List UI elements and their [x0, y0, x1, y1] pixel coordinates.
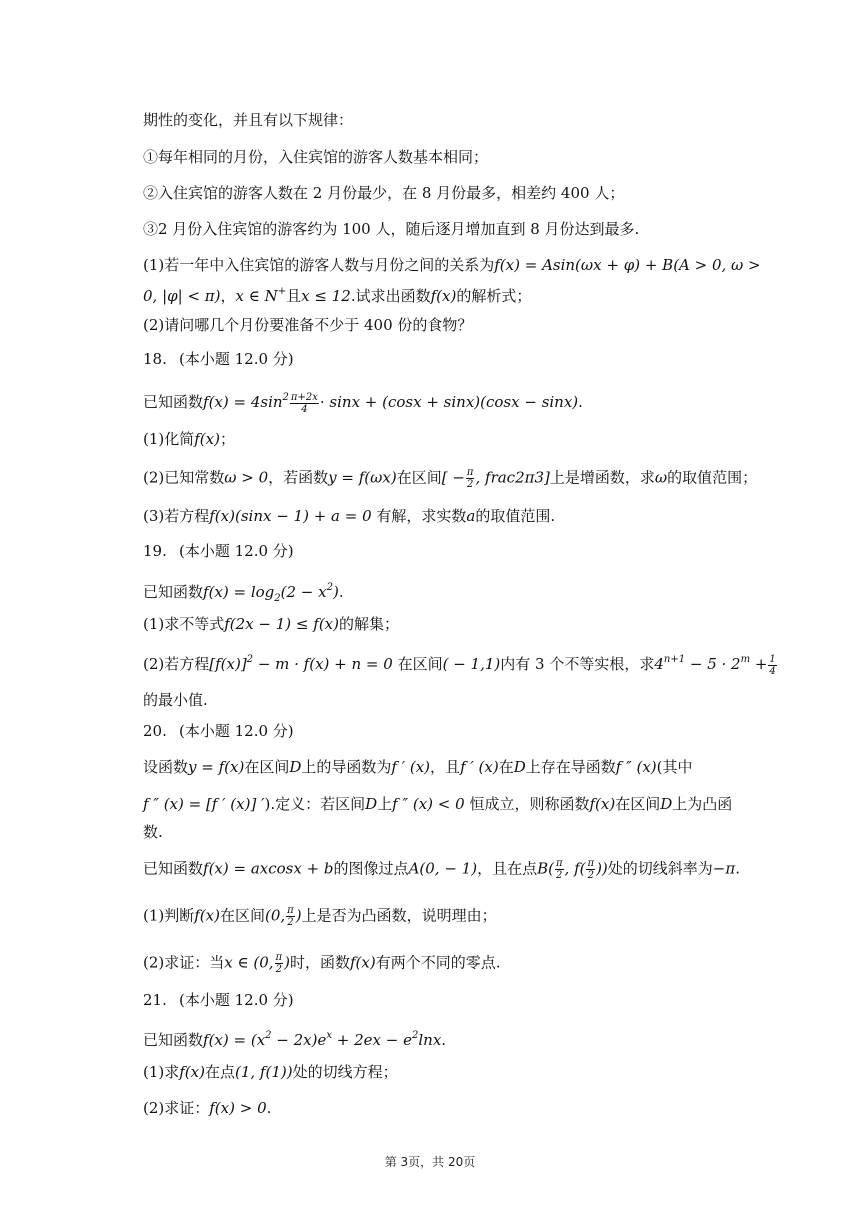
- math: ): [284, 953, 290, 972]
- math: B(: [537, 859, 554, 878]
- text: 上是增函数，求: [549, 468, 655, 487]
- q19-header: [143, 541, 294, 561]
- math: [ −: [441, 468, 465, 487]
- math: + 2ex − e: [332, 1031, 412, 1049]
- q20-part2: [143, 952, 500, 975]
- text: 处的切线方程；: [292, 1063, 398, 1081]
- page-footer: 第 3页，共 20页: [384, 1155, 476, 1169]
- text: ，且在点: [477, 859, 538, 878]
- text: (2)求证：当: [143, 953, 225, 972]
- math: D: [660, 795, 673, 813]
- numerator: π: [555, 858, 563, 869]
- text: (1)求不等式: [143, 615, 225, 633]
- math: D: [289, 758, 302, 776]
- text: 上为凸函: [672, 795, 733, 813]
- question-points: (本小题 12.0 分): [179, 991, 294, 1009]
- text: 的图像过点: [333, 859, 409, 878]
- text: ；: [219, 430, 235, 448]
- text: 在点: [204, 1063, 235, 1081]
- text: 的取值范围；: [667, 468, 758, 487]
- math: f(x) > 0: [209, 1099, 267, 1117]
- math: 4: [654, 655, 664, 673]
- text: ，若函数: [268, 468, 329, 487]
- text: (1)判断: [143, 906, 195, 925]
- math: A(0, − 1): [408, 859, 478, 878]
- text: (2)求证：: [143, 1099, 210, 1117]
- q18-header: [143, 349, 294, 369]
- rule-2: ②入住宾馆的游客人数在 2 月份最少，在 8 月份最多，相差约 400 人；: [143, 184, 625, 202]
- math: (1, f(1)): [234, 1063, 293, 1081]
- superscript: 2: [246, 654, 254, 665]
- superscript: x: [326, 1030, 333, 1041]
- text: 处的切线斜率为: [607, 859, 713, 878]
- math: · sinx + (cosx + sinx)(cosx − sinx): [319, 393, 579, 411]
- math: lnx: [418, 1031, 442, 1049]
- q18-stem: [143, 388, 583, 415]
- fraction: [768, 654, 776, 677]
- text: .试求出函数: [350, 287, 431, 305]
- math: f(x) = log: [203, 583, 275, 601]
- q20-definition-line1: [143, 757, 693, 777]
- text: (1)化简: [143, 430, 195, 448]
- text: 已知函数: [143, 859, 204, 878]
- text: 内有 3 个不等实根，求: [500, 655, 655, 673]
- q19-part2-cont: 的最小值.: [143, 691, 208, 709]
- text: 恒成立，则称函数: [464, 795, 590, 813]
- math: )): [596, 859, 608, 878]
- math: f(x)(sinx − 1) + a = 0: [209, 507, 372, 525]
- math: f(x): [194, 906, 220, 925]
- q18-part1: [143, 429, 235, 449]
- math: y = f(ωx): [328, 468, 397, 487]
- question-points: (本小题 12.0 分): [179, 722, 294, 740]
- superscript: n+1: [663, 654, 686, 665]
- math: [f(x)]: [209, 655, 247, 673]
- denominator: 2: [556, 870, 563, 881]
- q21-stem: [143, 1026, 446, 1050]
- superscript: m: [740, 654, 751, 665]
- text: ，: [220, 287, 236, 305]
- math: ): [332, 583, 339, 601]
- q17-part1-line1: [143, 255, 761, 275]
- math: (0,: [264, 906, 286, 925]
- superscript: 2: [326, 582, 333, 593]
- text: 在区间: [615, 795, 661, 813]
- text: 有两个不同的零点.: [375, 953, 501, 972]
- question-number: 19.: [143, 542, 167, 560]
- text: .: [578, 393, 583, 411]
- math: f ″ (x): [615, 758, 657, 776]
- q17-part2: (2)请问哪几个月份要准备不少于 400 份的食物？: [143, 316, 473, 334]
- q20-part1: [143, 905, 497, 928]
- numerator: π+2x: [290, 391, 318, 403]
- math: f ″ (x) = [f ′ (x)] ′: [143, 795, 265, 813]
- math: ω: [654, 468, 668, 487]
- math: f(x) = Asin(ωx + φ) + B(A > 0, ω >: [494, 256, 761, 274]
- q21-part2: [143, 1098, 271, 1118]
- q19-part1: [143, 614, 399, 634]
- math: a: [466, 507, 476, 525]
- q20-stem: [143, 858, 740, 881]
- math: − 2x)e: [271, 1031, 327, 1049]
- q20-definition-line3: 数.: [143, 823, 163, 841]
- math: ): [295, 906, 302, 925]
- text: .: [338, 583, 344, 601]
- superscript: 2: [265, 1030, 272, 1041]
- math: y = f(x): [188, 758, 245, 776]
- question-number: 21.: [143, 991, 167, 1009]
- math: f(x): [349, 953, 376, 972]
- denominator: 4: [301, 403, 308, 415]
- text: 上存在导函数: [525, 758, 616, 776]
- numerator: π: [275, 952, 283, 963]
- text: (1)若一年中入住宾馆的游客人数与月份之间的关系为: [143, 256, 495, 274]
- text: .: [266, 1099, 272, 1117]
- superscript: 2: [411, 1030, 419, 1041]
- numerator: π: [466, 467, 474, 478]
- text: 在区间: [219, 906, 265, 925]
- math: f(x): [179, 1063, 205, 1081]
- math: f(x) = (x: [203, 1031, 266, 1049]
- q18-part3: [143, 506, 555, 526]
- rule-3: ③2 月份入住宾馆的游客约为 100 人，随后逐月增加直到 8 月份达到最多.: [143, 220, 640, 238]
- text: 的解析式；: [456, 287, 532, 305]
- q20-header: [143, 721, 294, 741]
- text: 上的导函数为: [301, 758, 392, 776]
- q20-definition-line2: [143, 794, 732, 814]
- q17-part1-line2: [143, 282, 531, 306]
- math: ( − 1,1): [442, 655, 501, 673]
- text: 已知函数: [143, 393, 204, 411]
- text: 已知函数: [143, 583, 204, 601]
- question-number: 18.: [143, 350, 167, 368]
- subscript: 2: [274, 593, 281, 604]
- q21-header: [143, 990, 294, 1010]
- question-points: (本小题 12.0 分): [179, 542, 294, 560]
- text: ).定义：若区间: [264, 795, 366, 813]
- q19-stem: [143, 578, 344, 609]
- text: (其中: [656, 758, 693, 776]
- q18-part2: [143, 467, 757, 490]
- rule-1: ①每年相同的月份，入住宾馆的游客人数基本相同；: [143, 148, 489, 166]
- math: D: [365, 795, 378, 813]
- math: f(x): [589, 795, 616, 813]
- text: 上: [377, 795, 393, 813]
- math: D: [513, 758, 526, 776]
- denominator: 2: [467, 479, 474, 490]
- text: ，且: [430, 758, 461, 776]
- text: 的取值范围.: [475, 507, 556, 525]
- math: x ∈ (0,: [224, 953, 274, 972]
- math: x ∈ N: [235, 287, 278, 305]
- text: 在区间: [392, 655, 443, 673]
- question-points: (本小题 12.0 分): [179, 350, 294, 368]
- text: 的解集；: [338, 615, 399, 633]
- text-line: 期性的变化，并且有以下规律：: [143, 111, 354, 129]
- text: 已知函数: [143, 1031, 204, 1049]
- fraction: [555, 858, 564, 881]
- math: f ′ (x): [460, 758, 499, 776]
- text: 有解，求实数: [371, 507, 467, 525]
- text: 在区间: [244, 758, 290, 776]
- text: 设函数: [143, 758, 189, 776]
- fraction: [586, 858, 595, 881]
- math: ω > 0: [224, 468, 269, 487]
- fraction: [275, 952, 284, 975]
- text: (2)若方程: [143, 655, 210, 673]
- numerator: 1: [769, 653, 776, 665]
- text: .: [735, 859, 741, 878]
- math: , f(: [564, 859, 586, 878]
- denominator: 2: [287, 917, 294, 928]
- text: 上是否为凸函数，说明理由；: [301, 906, 497, 925]
- math: f(2x − 1) ≤ f(x): [224, 615, 339, 633]
- text: 且: [286, 287, 302, 305]
- denominator: 2: [275, 964, 282, 975]
- fraction: [286, 905, 295, 928]
- math: x ≤ 12: [301, 287, 351, 305]
- math: f(x) = 4sin: [203, 393, 283, 411]
- q19-part2: [143, 650, 778, 677]
- math: +: [750, 655, 768, 673]
- numerator: π: [287, 905, 294, 916]
- superscript: 2: [282, 392, 289, 403]
- text: 时，函数: [289, 953, 350, 972]
- q21-part1: [143, 1062, 398, 1082]
- text: 在: [498, 758, 514, 776]
- math: f ″ (x) < 0: [392, 795, 465, 813]
- question-number: 20.: [143, 722, 167, 740]
- text: (3)若方程: [143, 507, 210, 525]
- math: 0, |φ| < π): [143, 287, 221, 305]
- math: −π: [712, 859, 736, 878]
- math: f ′ (x): [391, 758, 431, 776]
- math: − m · f(x) + n = 0: [253, 655, 393, 673]
- fraction: [466, 467, 475, 490]
- math: f(x) = axcosx + b: [203, 859, 334, 878]
- numerator: π: [587, 858, 595, 869]
- text: 在区间: [396, 468, 442, 487]
- fraction: [290, 392, 319, 415]
- math: (2 − x: [280, 583, 327, 601]
- superscript: +: [277, 286, 287, 297]
- math: f(x): [194, 430, 220, 448]
- text: (2)已知常数: [143, 468, 225, 487]
- denominator: 4: [769, 665, 776, 677]
- text: .: [441, 1031, 447, 1049]
- denominator: 2: [587, 870, 594, 881]
- text: (1)求: [143, 1063, 180, 1081]
- math: − 5 · 2: [685, 655, 741, 673]
- math: , frac2π3]: [475, 468, 550, 487]
- math: f(x): [430, 287, 457, 305]
